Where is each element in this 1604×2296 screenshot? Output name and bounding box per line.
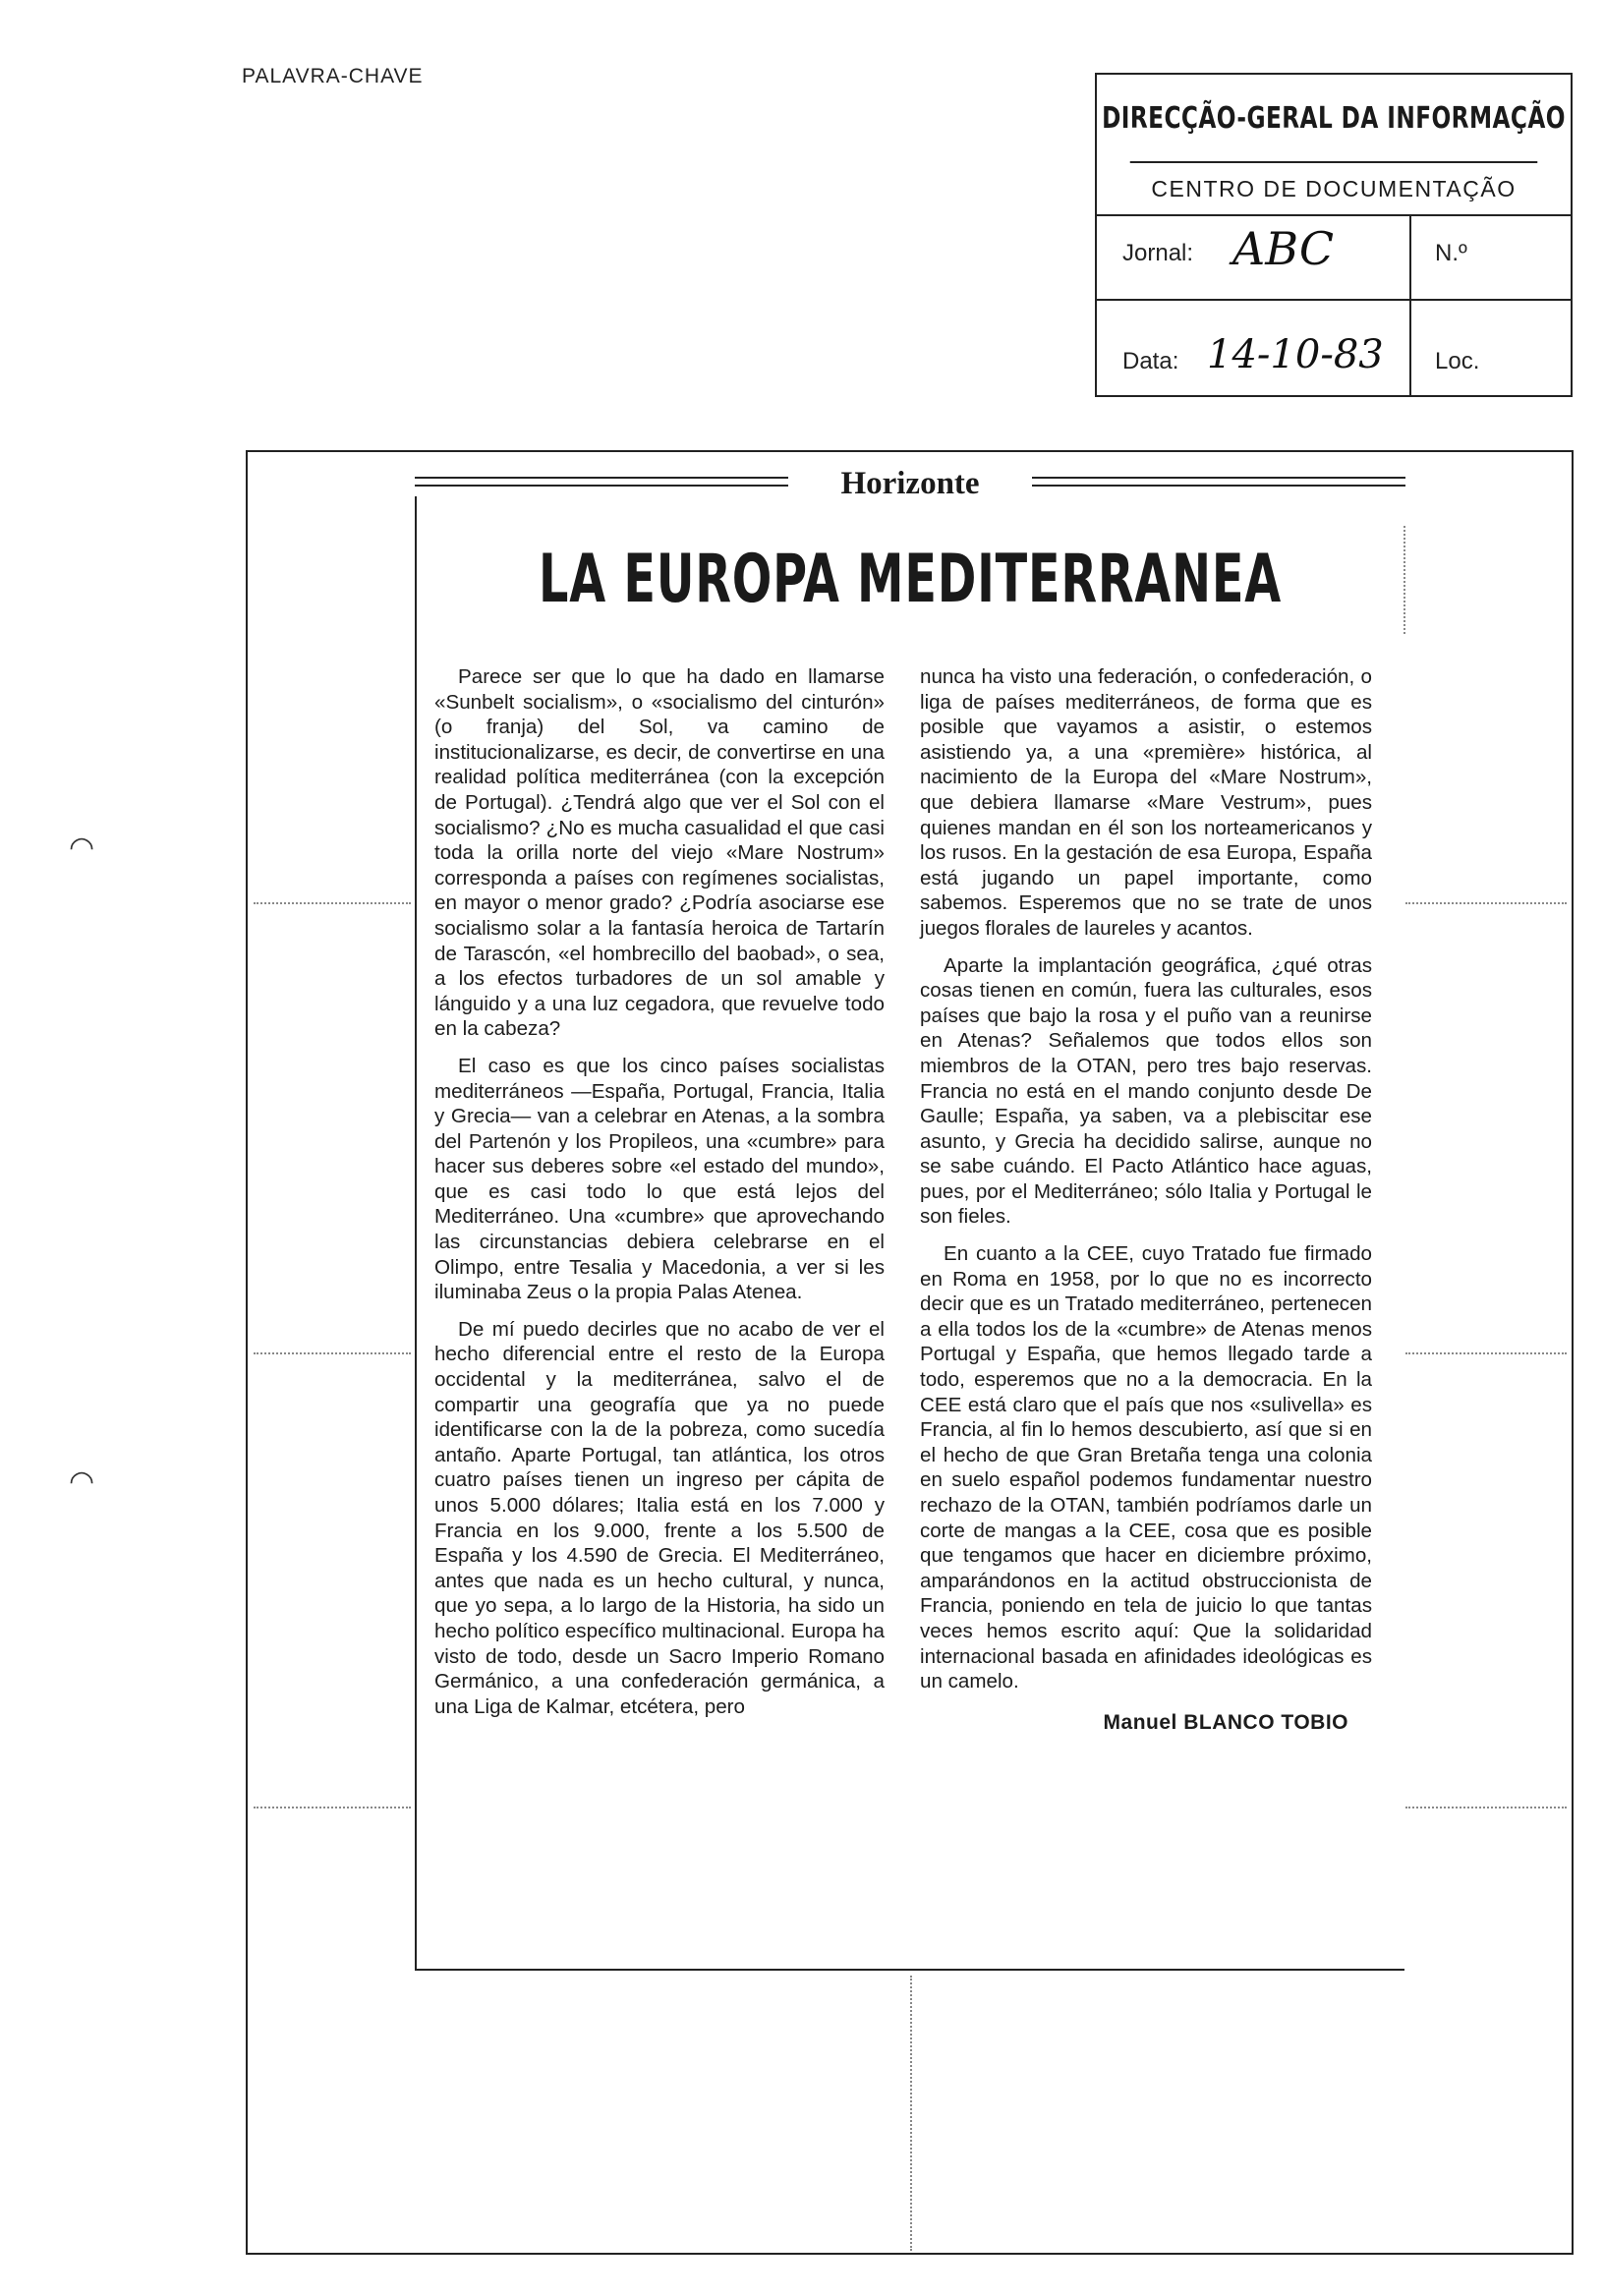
punch-hole-mark: ◠ — [69, 831, 95, 865]
article-byline: Manuel BLANCO TOBIO — [1103, 1710, 1348, 1734]
article-paragraph: Parece ser que lo que ha dado en llamarse «Sunbelt socialism», o «socialismo del cinturón» (o franja) del Sol, va camino de institucionalizarse, es decir, de convertirse en una realidad política mediterránea (con la excepción de Portugal). ¿Tendrá algo que ver el Sol con el socialismo? ¿No es mucha casualidad el que casi toda la orilla norte del viejo «Mare Nostrum» corresponda a países con regímenes socialistas, en mayor o menor grado? ¿Podría asociarse ese socialismo solar a la fantasía heroica de Tartarín de Tarascón, «el hombrecillo del baobad», o sea, a los efectos turbadores de un sol amable y lánguido y a una luz cegadora, que revuelve todo en la cabeza? — [434, 665, 885, 1041]
fold-dots — [254, 902, 411, 904]
article-paragraph: En cuanto a la CEE, cuyo Tratado fue firmado en Roma en 1958, por lo que no es incorrecto decir que es un Tratado mediterráneo, pertenecen a ella todos los de la «cumbre» de Atenas menos Portugal y España, que hemos llegado tarde a todo, esperemos que no a la democracia. En la CEE está claro que el país que nos «sulivella» es Francia, al fin lo hemos descubierto, así que si en el hecho de que Gran Bretaña tenga una colonia en suelo español podemos fundamentar nuestro rechazo de la OTAN, también podríamos darle un corte de mangas a la CEE, cosa que es posible que tengamos que hacer en diciembre próximo, amparándonos en la actitud obstruccionista de Francia, poniendo en tela de juicio lo que tantas veces hemos escrito aquí: Que la solidaridad internacional basada en afinidades ideológicas es un camelo. — [920, 1242, 1372, 1693]
stamp-row-divider — [1097, 299, 1571, 301]
stamp-data-value: 14-10-83 — [1207, 332, 1384, 377]
article-headline: LA EUROPA MEDITERRANEA — [539, 541, 1282, 618]
section-header — [415, 466, 1405, 501]
fold-dots — [910, 1976, 912, 2251]
fold-dots — [1405, 1352, 1567, 1354]
keyword-label: PALAVRA-CHAVE — [242, 65, 424, 87]
section-title: Horizonte — [788, 469, 1032, 498]
section-rule-right-top — [1032, 477, 1405, 479]
stamp-numero-label: N.º — [1435, 240, 1467, 266]
stamp-data-label: Data: — [1122, 348, 1179, 374]
fold-dots — [1405, 1807, 1567, 1808]
section-rule-left-top — [415, 477, 788, 479]
fold-dots — [254, 1352, 411, 1354]
fold-dots — [1404, 526, 1405, 634]
punch-hole-mark: ◠ — [69, 1464, 95, 1499]
stamp-loc-label: Loc. — [1435, 348, 1480, 374]
article-column-left — [434, 664, 885, 1731]
fold-dots — [254, 1807, 411, 1808]
section-rule-right-bottom — [1032, 485, 1405, 487]
stamp-jornal-value: ABC — [1232, 222, 1335, 275]
article-paragraph: De mí puedo decirles que no acabo de ver el hecho diferencial entre el resto de la Europa occidental y la mediterránea, salvo el de compartir una geografía que ya no puede identificarse con la de la pobreza, como sucedía antaño. Aparte Portugal, tan atlántica, los otros cuatro países tienen un ingreso per cápita de unos 5.000 dólares; Italia está en los 7.000 y Francia en los 9.000, frente a los 5.500 de España y los 4.590 de Grecia. El Mediterráneo, antes que nada es un hecho cultural, y nunca, que yo sepa, a lo largo de la Historia, ha sido un hecho político específico multinacional. Europa ha visto de todo, desde un Sacro Imperio Romano Germánico, a una confederación germánica, a una Liga de Kalmar, etcétera, pero — [434, 1317, 885, 1718]
stamp-subtitle: CENTRO DE DOCUMENTAÇÃO — [1097, 163, 1571, 216]
article-paragraph: Aparte la implantación geográfica, ¿qué otras cosas tienen en común, fuera las culturales, esos países que bajo la rosa y el puño van a reunirse en Atenas? Señalemos que todos ellos son miembros de la OTAN, pero tres bajo reservas. Francia no está en el mando conjunto desde De Gaulle; España, ya saben, va a plebiscitar ese asunto, y Grecia ha decidido salirse, aunque no se sabe cuándo. El Pacto Atlántico hace aguas, pues, por el Mediterráneo; sólo Italia y Portugal le son fieles. — [920, 953, 1372, 1229]
section-rule-left-bottom — [415, 485, 788, 487]
article-paragraph: nunca ha visto una federación, o confederación, o liga de países mediterráneos, de forma que es posible que vayamos a asistir, o estemos asistiendo ya, a una «première» histórica, al nacimiento de la Europa del «Mare Nostrum», que debiera llamarse «Mare Vestrum», pues quienes mandan en él son los norteamericanos y los rusos. En la gestación de esa Europa, España está jugando un papel importante, como sabemos. Esperemos que no se trate de unos juegos florales de laureles y acantos. — [920, 665, 1372, 940]
article-paragraph: El caso es que los cinco países socialistas mediterráneos —España, Portugal, Francia, Italia y Grecia— van a celebrar en Atenas, a la sombra del Partenón y los Propileos, una «cumbre» para hacer sus deberes sobre «el estado del mundo», que es casi todo lo que está lejos del Mediterráneo. Una «cumbre» que aprovechando las circunstancias debiera celebrarse en el Olimpo, entre Tesalia y Macedonia, a ver si les iluminaba Zeus o la propia Palas Atenea. — [434, 1054, 885, 1304]
fold-dots — [1405, 902, 1567, 904]
stamp-jornal-label: Jornal: — [1122, 240, 1194, 266]
archive-stamp — [1095, 73, 1573, 397]
stamp-title: DIRECÇÃO-GERAL DA INFORMAÇÃO — [1130, 75, 1538, 163]
article-column-right — [920, 664, 1372, 1735]
stamp-divider — [1409, 214, 1411, 397]
